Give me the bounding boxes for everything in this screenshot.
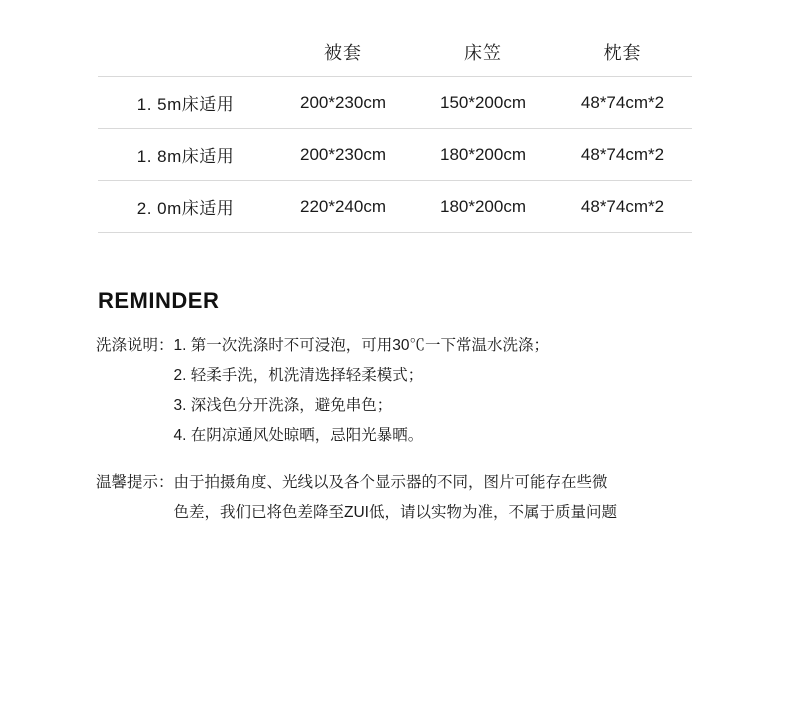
size-table-body (98, 77, 692, 233)
size-cell-fitted-sheet: 180*200cm (413, 129, 553, 181)
warm-tips-row (96, 468, 716, 528)
size-row-label: 1. 8m床适用 (98, 129, 273, 181)
washing-instructions (96, 331, 716, 451)
size-cell-pillowcase: 48*74cm*2 (553, 77, 692, 129)
size-table-header-duvet-cover: 被套 (324, 43, 362, 63)
table-row (98, 181, 692, 233)
warm-tips (96, 468, 716, 528)
size-cell-pillowcase: 48*74cm*2 (553, 181, 692, 233)
size-table-header-blank (98, 28, 273, 77)
size-cell-duvet-cover: 200*230cm (273, 129, 413, 181)
size-table-header-fitted-sheet: 床笠 (464, 43, 502, 63)
list-item: 2. 轻柔手洗，机洗清选择轻柔模式； (173, 367, 424, 384)
warm-tips-line: 由于拍摄角度、光线以及各个显示器的不同，图片可能存在些微 (173, 474, 608, 491)
size-cell-duvet-cover: 200*230cm (273, 77, 413, 129)
size-table-head (98, 28, 692, 77)
size-row-label: 1. 5m床适用 (98, 77, 273, 129)
size-table-header-pillowcase: 枕套 (603, 43, 642, 63)
table-row (98, 77, 692, 129)
size-cell-fitted-sheet: 150*200cm (413, 77, 553, 129)
warm-tips-text (174, 468, 716, 528)
size-table-header-row (98, 28, 692, 77)
washing-instructions-row (96, 331, 716, 451)
table-row (98, 129, 692, 181)
reminder-heading: REMINDER (98, 288, 220, 313)
list-item: 1. 第一次洗涤时不可浸泡，可用30℃一下常温水洗涤； (173, 337, 549, 354)
size-specification-table (98, 28, 692, 233)
warm-tips-line: 色差，我们已将色差降至ZUI低，请以实物为准，不属于质量问题 (173, 504, 617, 521)
warm-tips-label: 温馨提示： (96, 474, 174, 491)
list-item: 3. 深浅色分开洗涤，避免串色； (173, 397, 393, 414)
size-cell-fitted-sheet: 180*200cm (413, 181, 553, 233)
washing-instructions-label: 洗涤说明： (96, 337, 174, 354)
size-cell-pillowcase: 48*74cm*2 (553, 129, 692, 181)
size-row-label: 2. 0m床适用 (98, 181, 273, 233)
list-item: 4. 在阴凉通风处晾晒，忌阳光暴晒。 (173, 427, 424, 444)
size-cell-duvet-cover: 220*240cm (273, 181, 413, 233)
washing-instructions-list (174, 331, 716, 451)
